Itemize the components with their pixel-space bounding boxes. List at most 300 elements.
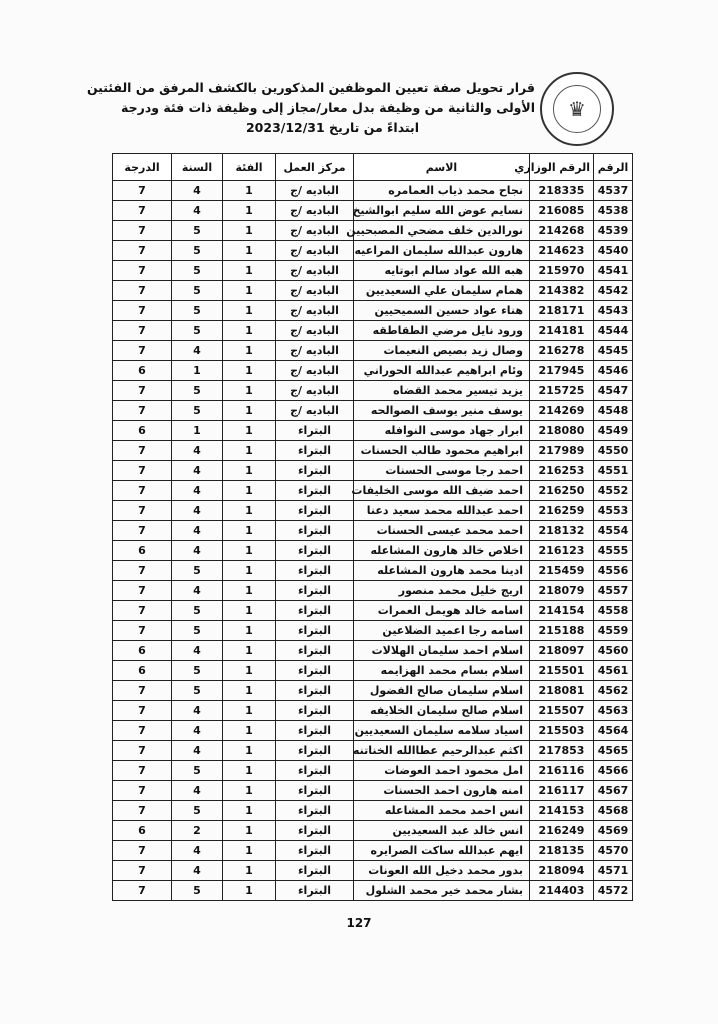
cell-name: يوسف منير يوسف الصوالحه: [354, 401, 530, 421]
cell-year: 4: [172, 701, 223, 721]
cell-year: 5: [172, 561, 223, 581]
cell-number: 4556: [594, 561, 633, 581]
table-row: [113, 681, 633, 701]
cell-name: بدور محمد دخيل الله العونات: [354, 861, 530, 881]
cell-grade: 7: [113, 841, 172, 861]
cell-workplace: الباديه /ج: [276, 181, 354, 201]
cell-year: 4: [172, 441, 223, 461]
cell-category: 1: [223, 321, 276, 341]
cell-grade: 7: [113, 741, 172, 761]
cell-year: 4: [172, 341, 223, 361]
cell-workplace: البتراء: [276, 501, 354, 521]
cell-grade: 7: [113, 441, 172, 461]
cell-grade: 6: [113, 541, 172, 561]
cell-grade: 7: [113, 621, 172, 641]
cell-number: 4555: [594, 541, 633, 561]
cell-number: 4550: [594, 441, 633, 461]
cell-name: همام سليمان علي السعيديين: [354, 281, 530, 301]
header-line-3: ابتداءً من تاريخ 2023/12/31: [245, 120, 420, 135]
cell-workplace: البتراء: [276, 601, 354, 621]
cell-name: احمد عبدالله محمد سعيد دعنا: [354, 501, 530, 521]
cell-workplace: الباديه /ج: [276, 361, 354, 381]
cell-workplace: البتراء: [276, 761, 354, 781]
cell-year: 5: [172, 321, 223, 341]
cell-number: 4553: [594, 501, 633, 521]
cell-number: 4542: [594, 281, 633, 301]
cell-grade: 7: [113, 341, 172, 361]
table-row: [113, 601, 633, 621]
cell-name: ابرار جهاد موسى النوافله: [354, 421, 530, 441]
cell-grade: 7: [113, 241, 172, 261]
cell-number: 4537: [594, 181, 633, 201]
table-row: [113, 301, 633, 321]
cell-ministry-number: 214268: [530, 221, 594, 241]
cell-grade: 7: [113, 881, 172, 901]
cell-ministry-number: 216085: [530, 201, 594, 221]
cell-number: 4541: [594, 261, 633, 281]
table-row: [113, 481, 633, 501]
cell-workplace: البتراء: [276, 681, 354, 701]
cell-name: نورالدين خلف مضحي المصبحيين: [354, 221, 530, 241]
cell-workplace: البتراء: [276, 481, 354, 501]
cell-category: 1: [223, 741, 276, 761]
table-row: [113, 421, 633, 441]
cell-grade: 7: [113, 321, 172, 341]
table-row: [113, 281, 633, 301]
table-row: [113, 801, 633, 821]
table-row: [113, 761, 633, 781]
cell-category: 1: [223, 581, 276, 601]
cell-category: 1: [223, 301, 276, 321]
cell-year: 5: [172, 881, 223, 901]
cell-workplace: الباديه /ج: [276, 221, 354, 241]
cell-name: يزيد تيسير محمد القضاه: [354, 381, 530, 401]
cell-category: 1: [223, 721, 276, 741]
crown-emblem-icon: ♛: [553, 85, 601, 133]
cell-ministry-number: 216117: [530, 781, 594, 801]
cell-year: 2: [172, 821, 223, 841]
cell-workplace: البتراء: [276, 421, 354, 441]
table-row: [113, 441, 633, 461]
cell-year: 5: [172, 221, 223, 241]
table-header-row: [113, 154, 633, 181]
cell-category: 1: [223, 501, 276, 521]
cell-name: اخلاص خالد هارون المشاعله: [354, 541, 530, 561]
cell-ministry-number: 216253: [530, 461, 594, 481]
table-row: [113, 241, 633, 261]
cell-year: 4: [172, 461, 223, 481]
page-number: 127: [346, 916, 372, 930]
table-row: [113, 321, 633, 341]
cell-ministry-number: 216250: [530, 481, 594, 501]
cell-year: 4: [172, 721, 223, 741]
cell-year: 5: [172, 761, 223, 781]
cell-workplace: الباديه /ج: [276, 321, 354, 341]
cell-grade: 7: [113, 261, 172, 281]
cell-ministry-number: 216123: [530, 541, 594, 561]
cell-grade: 7: [113, 721, 172, 741]
cell-workplace: الباديه /ج: [276, 341, 354, 361]
cell-name: ادينا محمد هارون المشاعله: [354, 561, 530, 581]
table-row: [113, 661, 633, 681]
cell-grade: 7: [113, 301, 172, 321]
table-row: [113, 461, 633, 481]
cell-number: 4561: [594, 661, 633, 681]
cell-number: 4560: [594, 641, 633, 661]
cell-workplace: البتراء: [276, 721, 354, 741]
cell-ministry-number: 218079: [530, 581, 594, 601]
cell-grade: 7: [113, 181, 172, 201]
table-row: [113, 521, 633, 541]
cell-category: 1: [223, 481, 276, 501]
table-row: [113, 501, 633, 521]
cell-year: 4: [172, 201, 223, 221]
cell-name: نسايم عوض الله سليم ابوالشيخ: [354, 201, 530, 221]
cell-number: 4545: [594, 341, 633, 361]
cell-name: اكثم عبدالرحيم عطاالله الخناتنه: [354, 741, 530, 761]
cell-year: 5: [172, 681, 223, 701]
cell-ministry-number: 218081: [530, 681, 594, 701]
col-header-name: الاسم: [354, 154, 530, 181]
cell-workplace: البتراء: [276, 781, 354, 801]
cell-name: هناء عواد حسين السميحيين: [354, 301, 530, 321]
cell-workplace: الباديه /ج: [276, 241, 354, 261]
cell-name: احمد رجا موسى الحسنات: [354, 461, 530, 481]
cell-name: ورود نايل مرضي الطقاطقه: [354, 321, 530, 341]
cell-category: 1: [223, 181, 276, 201]
cell-name: اسامه خالد هويمل العمرات: [354, 601, 530, 621]
cell-ministry-number: 217989: [530, 441, 594, 461]
cell-number: 4540: [594, 241, 633, 261]
cell-year: 5: [172, 381, 223, 401]
cell-grade: 6: [113, 641, 172, 661]
cell-ministry-number: 215725: [530, 381, 594, 401]
cell-category: 1: [223, 681, 276, 701]
cell-workplace: البتراء: [276, 621, 354, 641]
cell-ministry-number: 218080: [530, 421, 594, 441]
table-row: [113, 621, 633, 641]
cell-year: 5: [172, 601, 223, 621]
cell-name: هبه الله عواد سالم ابوتايه: [354, 261, 530, 281]
cell-category: 1: [223, 701, 276, 721]
cell-workplace: البتراء: [276, 641, 354, 661]
cell-number: 4572: [594, 881, 633, 901]
cell-name: اسلام صالح سليمان الخلايفه: [354, 701, 530, 721]
cell-workplace: البتراء: [276, 561, 354, 581]
cell-category: 1: [223, 821, 276, 841]
cell-workplace: البتراء: [276, 701, 354, 721]
cell-ministry-number: 215501: [530, 661, 594, 681]
cell-grade: 6: [113, 661, 172, 681]
cell-ministry-number: 214154: [530, 601, 594, 621]
cell-category: 1: [223, 341, 276, 361]
table-row: [113, 181, 633, 201]
cell-ministry-number: 216259: [530, 501, 594, 521]
cell-number: 4565: [594, 741, 633, 761]
cell-number: 4544: [594, 321, 633, 341]
table-row: [113, 861, 633, 881]
cell-workplace: الباديه /ج: [276, 261, 354, 281]
cell-ministry-number: 218097: [530, 641, 594, 661]
cell-name: انس خالد عبد السعيديين: [354, 821, 530, 841]
cell-workplace: البتراء: [276, 741, 354, 761]
cell-name: اسامه رجا اعميد الضلاعين: [354, 621, 530, 641]
employee-table: [112, 153, 633, 901]
cell-category: 1: [223, 421, 276, 441]
cell-grade: 7: [113, 581, 172, 601]
cell-grade: 7: [113, 521, 172, 541]
cell-grade: 7: [113, 461, 172, 481]
cell-year: 4: [172, 741, 223, 761]
cell-workplace: البتراء: [276, 441, 354, 461]
cell-category: 1: [223, 521, 276, 541]
cell-grade: 7: [113, 561, 172, 581]
table-row: [113, 541, 633, 561]
cell-number: 4548: [594, 401, 633, 421]
cell-name: بشار محمد خير محمد الشلول: [354, 881, 530, 901]
cell-grade: 7: [113, 761, 172, 781]
cell-category: 1: [223, 201, 276, 221]
cell-year: 5: [172, 281, 223, 301]
cell-number: 4567: [594, 781, 633, 801]
cell-ministry-number: 218132: [530, 521, 594, 541]
cell-grade: 6: [113, 361, 172, 381]
cell-category: 1: [223, 801, 276, 821]
table-row: [113, 261, 633, 281]
cell-category: 1: [223, 621, 276, 641]
cell-year: 4: [172, 581, 223, 601]
cell-number: 4568: [594, 801, 633, 821]
cell-year: 5: [172, 661, 223, 681]
col-header-grade: الدرجة: [113, 154, 172, 181]
table-row: [113, 581, 633, 601]
cell-grade: 7: [113, 861, 172, 881]
col-header-workplace: مركز العمل: [276, 154, 354, 181]
cell-name: امنه هارون احمد الحسنات: [354, 781, 530, 801]
table-row: [113, 881, 633, 901]
cell-workplace: البتراء: [276, 821, 354, 841]
cell-ministry-number: 217853: [530, 741, 594, 761]
cell-workplace: الباديه /ج: [276, 281, 354, 301]
table-row: [113, 641, 633, 661]
cell-number: 4538: [594, 201, 633, 221]
cell-ministry-number: 215503: [530, 721, 594, 741]
table-row: [113, 341, 633, 361]
cell-ministry-number: 217945: [530, 361, 594, 381]
cell-number: 4557: [594, 581, 633, 601]
cell-workplace: البتراء: [276, 801, 354, 821]
cell-ministry-number: 216116: [530, 761, 594, 781]
cell-workplace: البتراء: [276, 521, 354, 541]
cell-year: 4: [172, 481, 223, 501]
cell-grade: 7: [113, 501, 172, 521]
cell-category: 1: [223, 461, 276, 481]
cell-number: 4569: [594, 821, 633, 841]
cell-workplace: الباديه /ج: [276, 301, 354, 321]
cell-year: 5: [172, 261, 223, 281]
cell-number: 4562: [594, 681, 633, 701]
cell-category: 1: [223, 861, 276, 881]
cell-number: 4546: [594, 361, 633, 381]
cell-category: 1: [223, 641, 276, 661]
cell-grade: 7: [113, 281, 172, 301]
table-row: [113, 821, 633, 841]
col-header-category: الفئة: [223, 154, 276, 181]
col-header-year: السنة: [172, 154, 223, 181]
cell-ministry-number: 214181: [530, 321, 594, 341]
header-line-2: الأولى والثانية من وظيفة بدل معار/مجاز إلى وظيفة ذات فئة ودرجة: [121, 100, 535, 115]
table-row: [113, 841, 633, 861]
table-row: [113, 781, 633, 801]
cell-year: 4: [172, 841, 223, 861]
cell-ministry-number: 218135: [530, 841, 594, 861]
cell-number: 4564: [594, 721, 633, 741]
table-row: [113, 221, 633, 241]
cell-number: 4558: [594, 601, 633, 621]
cell-category: 1: [223, 261, 276, 281]
cell-category: 1: [223, 241, 276, 261]
cell-workplace: البتراء: [276, 661, 354, 681]
cell-number: 4571: [594, 861, 633, 881]
cell-grade: 7: [113, 701, 172, 721]
cell-grade: 7: [113, 481, 172, 501]
cell-ministry-number: 218094: [530, 861, 594, 881]
cell-ministry-number: 216278: [530, 341, 594, 361]
cell-number: 4552: [594, 481, 633, 501]
cell-grade: 7: [113, 781, 172, 801]
cell-year: 1: [172, 361, 223, 381]
cell-grade: 6: [113, 821, 172, 841]
cell-ministry-number: 214269: [530, 401, 594, 421]
cell-name: اسلام بسام محمد الهزايمه: [354, 661, 530, 681]
cell-name: اسياد سلامه سليمان السعيديين: [354, 721, 530, 741]
cell-name: اسلام سليمان صالح الفضول: [354, 681, 530, 701]
cell-grade: 6: [113, 421, 172, 441]
cell-grade: 7: [113, 681, 172, 701]
cell-workplace: البتراء: [276, 881, 354, 901]
cell-number: 4563: [594, 701, 633, 721]
cell-ministry-number: 214403: [530, 881, 594, 901]
cell-name: انس احمد محمد المشاعله: [354, 801, 530, 821]
col-header-number: الرقم: [594, 154, 633, 181]
cell-ministry-number: 215188: [530, 621, 594, 641]
cell-ministry-number: 215507: [530, 701, 594, 721]
cell-workplace: البتراء: [276, 861, 354, 881]
cell-grade: 7: [113, 201, 172, 221]
cell-grade: 7: [113, 381, 172, 401]
cell-ministry-number: 214382: [530, 281, 594, 301]
table-row: [113, 721, 633, 741]
col-header-ministry-number: الرقم الوزاري: [530, 154, 594, 181]
cell-category: 1: [223, 361, 276, 381]
header-line-1: قرار تحويل صفة تعيين الموظفين المذكورين بالكشف المرفق من الفئتين: [86, 80, 535, 95]
cell-grade: 7: [113, 221, 172, 241]
cell-category: 1: [223, 601, 276, 621]
cell-name: ايهم عبدالله ساكت الصرايره: [354, 841, 530, 861]
cell-category: 1: [223, 221, 276, 241]
cell-workplace: الباديه /ج: [276, 401, 354, 421]
cell-number: 4551: [594, 461, 633, 481]
cell-workplace: الباديه /ج: [276, 201, 354, 221]
cell-grade: 7: [113, 601, 172, 621]
cell-ministry-number: 214623: [530, 241, 594, 261]
cell-year: 4: [172, 861, 223, 881]
cell-year: 5: [172, 621, 223, 641]
cell-year: 4: [172, 781, 223, 801]
cell-number: 4570: [594, 841, 633, 861]
cell-ministry-number: 218171: [530, 301, 594, 321]
cell-number: 4549: [594, 421, 633, 441]
cell-grade: 7: [113, 801, 172, 821]
cell-name: هارون عبدالله سليمان المراعيه: [354, 241, 530, 261]
cell-category: 1: [223, 561, 276, 581]
table-row: [113, 381, 633, 401]
cell-year: 5: [172, 301, 223, 321]
cell-workplace: البتراء: [276, 841, 354, 861]
cell-year: 4: [172, 541, 223, 561]
table-row: [113, 401, 633, 421]
cell-grade: 7: [113, 401, 172, 421]
cell-ministry-number: 216249: [530, 821, 594, 841]
cell-number: 4543: [594, 301, 633, 321]
cell-name: اسلام احمد سليمان الهلالات: [354, 641, 530, 661]
cell-name: وئام ابراهيم عبدالله الحوراني: [354, 361, 530, 381]
cell-workplace: البتراء: [276, 461, 354, 481]
cell-category: 1: [223, 841, 276, 861]
table-row: [113, 741, 633, 761]
cell-category: 1: [223, 661, 276, 681]
cell-category: 1: [223, 781, 276, 801]
cell-workplace: البتراء: [276, 541, 354, 561]
cell-name: احمد محمد عيسى الحسنات: [354, 521, 530, 541]
table-row: [113, 361, 633, 381]
cell-year: 1: [172, 421, 223, 441]
table-row: [113, 701, 633, 721]
cell-ministry-number: 214153: [530, 801, 594, 821]
cell-number: 4547: [594, 381, 633, 401]
cell-year: 4: [172, 521, 223, 541]
cell-name: اريج خليل محمد منصور: [354, 581, 530, 601]
cell-ministry-number: 215459: [530, 561, 594, 581]
cell-category: 1: [223, 281, 276, 301]
cell-year: 4: [172, 501, 223, 521]
cell-category: 1: [223, 381, 276, 401]
document-header: [86, 78, 535, 138]
cell-name: نجاح محمد ذياب العمامره: [354, 181, 530, 201]
cell-year: 5: [172, 401, 223, 421]
cell-name: احمد ضيف الله موسى الخليفات: [354, 481, 530, 501]
cell-workplace: الباديه /ج: [276, 381, 354, 401]
table-row: [113, 561, 633, 581]
cell-year: 4: [172, 641, 223, 661]
cell-number: 4566: [594, 761, 633, 781]
cell-category: 1: [223, 441, 276, 461]
cell-number: 4554: [594, 521, 633, 541]
cell-year: 4: [172, 181, 223, 201]
cell-name: امل محمود احمد العوضات: [354, 761, 530, 781]
cell-year: 5: [172, 241, 223, 261]
cell-category: 1: [223, 881, 276, 901]
table-body: [113, 181, 633, 901]
cell-ministry-number: 215970: [530, 261, 594, 281]
cell-category: 1: [223, 401, 276, 421]
cell-name: وصال زيد بصيص النعيمات: [354, 341, 530, 361]
cell-workplace: البتراء: [276, 581, 354, 601]
cell-category: 1: [223, 541, 276, 561]
cell-name: ابراهيم محمود طالب الحسنات: [354, 441, 530, 461]
cell-number: 4559: [594, 621, 633, 641]
ministry-logo: [540, 72, 614, 146]
